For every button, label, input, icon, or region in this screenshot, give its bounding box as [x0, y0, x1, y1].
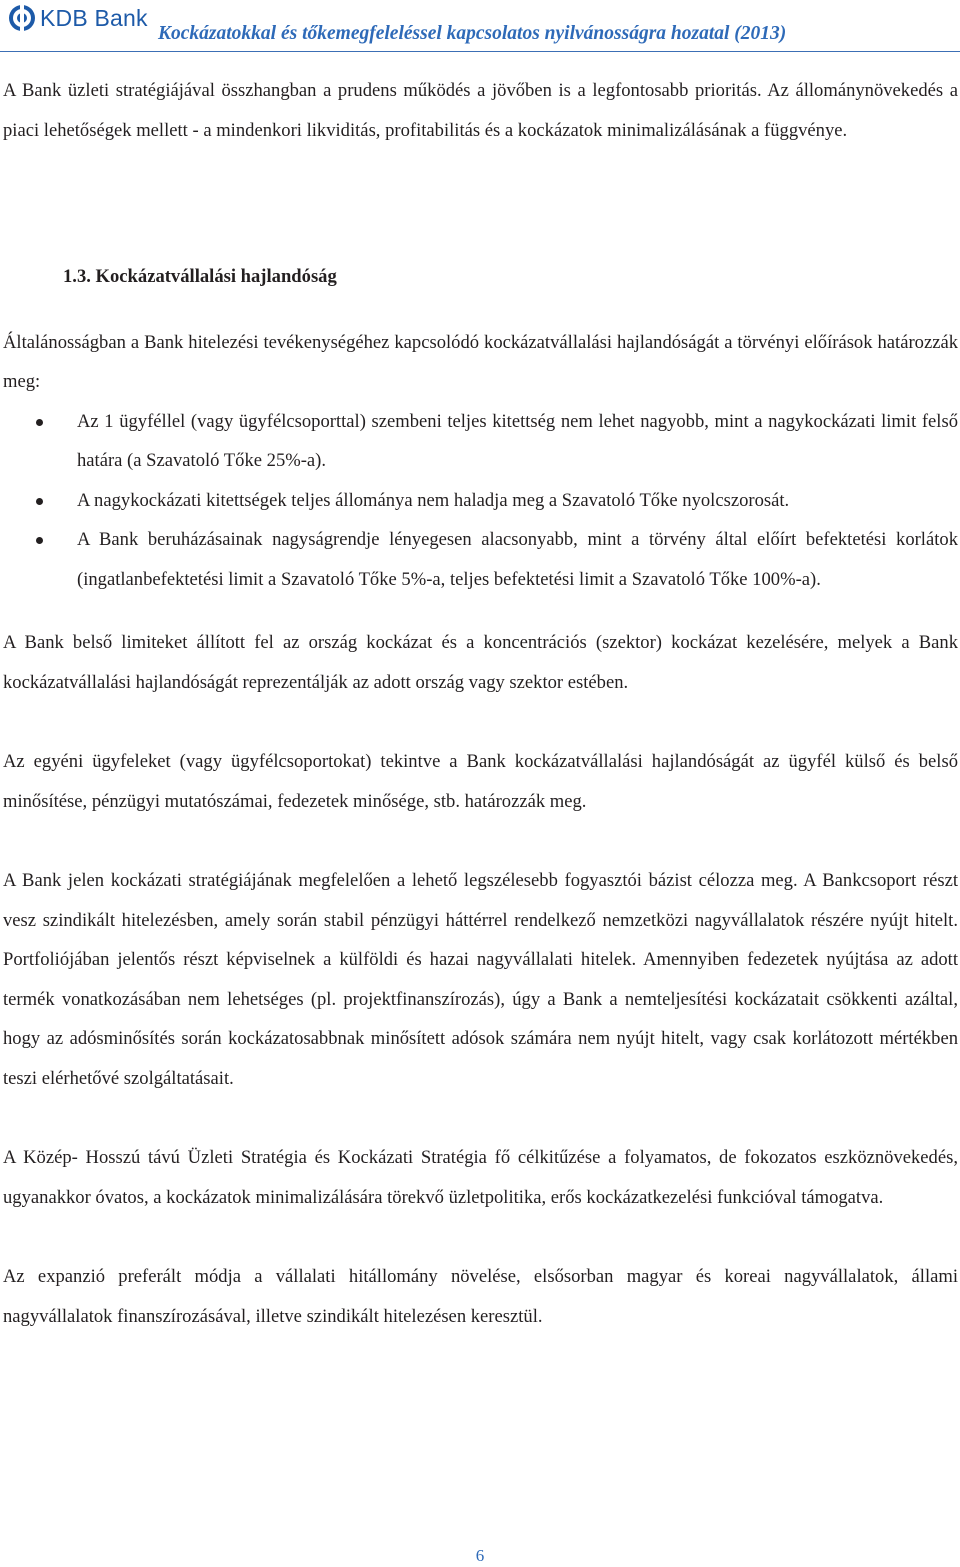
- list-item: [3, 520, 958, 599]
- document-title: Kockázatokkal és tőkemegfeleléssel kapcsolatos nyilvánosságra hozatal (2013): [158, 23, 787, 44]
- kdb-logo: [8, 4, 148, 32]
- bullet-icon: [36, 537, 43, 544]
- list-item-text: A nagykockázati kitettségek teljes állománya nem haladja meg a Szavatoló Tőke nyolcszorosát.: [77, 489, 790, 511]
- paragraph-expansion: Az expanzió preferált módja a vállalati hitállomány növelése, elsősorban magyar és koreai nagyvállalatok, állami nagyvállalatok finanszírozásával, illetve szindikált hitelezésen keresztül.: [3, 1266, 958, 1327]
- page-header: [0, 0, 960, 52]
- paragraph-midterm-strategy: A Közép- Hosszú távú Üzleti Stratégia és Kockázati Stratégia fő célkitűzése a folyamatos, de fokozatos eszköznövekedés, ugyanakkor óvatos, a kockázatok minimalizálására törekvő üzletpolitika, erős kockázatkezelési funkcióval támogatva.: [3, 1147, 958, 1208]
- paragraph-risk-strategy: A Bank jelen kockázati stratégiájának megfelelően a lehető legszélesebb fogyasztói bázist célozza meg. A Bankcsoport részt vesz szindikált hitelezésben, amely során stabil pénzügyi háttérrel rendelkező nemzetközi nagyvállalatok részére nyújt hitelt. Portfoliójában jelentős részt képviselnek a külföldi és hazai nagyvállalati hitelek. Amennyiben fedezetek nyújtása az adott termék vonatkozásában nem lehetséges (pl. projektfinanszírozás), úgy a Bank a nemteljesítési kockázatait csökkenti azáltal, hogy az adósminősítés során kockázatosabbnak minősített adósok számára nem nyújt hitelt, vagy csak korlátozott mértékben teszi elérhetővé szolgáltatásait.: [3, 870, 958, 1089]
- page-number: 6: [475, 1546, 485, 1565]
- bullet-icon: [36, 498, 43, 505]
- list-item-text: A Bank beruházásainak nagyságrendje lényegesen alacsonyabb, mint a törvény által előírt befektetési korlátok (ingatlanbefektetési limit a Szavatoló Tőke 5%-a, teljes befektetési limit a Szavatoló Tőke 100%-a).: [77, 529, 958, 590]
- list-item: [3, 481, 958, 521]
- bullet-list: [3, 402, 958, 600]
- section-heading: 1.3. Kockázatvállalási hajlandóság: [63, 266, 337, 287]
- paragraph-individual-clients: Az egyéni ügyfeleket (vagy ügyfélcsoportokat) tekintve a Bank kockázatvállalási hajlandóságát az ügyfél külső és belső minősítése, pénzügyi mutatószámai, fedezetek minősége, stb. határozzák meg.: [3, 751, 958, 812]
- bullet-icon: [36, 419, 43, 426]
- header-divider: [0, 51, 960, 52]
- list-item: [3, 402, 958, 481]
- paragraph-intro: Általánosságban a Bank hitelezési tevékenységéhez kapcsolódó kockázatvállalási hajlandóságát a törvényi előírások határozzák meg:: [3, 331, 958, 392]
- paragraph-strategy-priority: A Bank üzleti stratégiájával összhangban a prudens működés a jövőben is a legfontosabb prioritás. Az állománynövekedés a piaci lehetőségek mellett - a mindenkori likviditás, profitabilitás és a kockázatok minimalizálásának a függvénye.: [3, 80, 958, 141]
- logo-text: KDB Bank: [40, 4, 148, 31]
- page-content: [3, 71, 958, 1336]
- paragraph-internal-limits: A Bank belső limiteket állított fel az ország kockázat és a koncentrációs (szektor) kockázat kezelésére, melyek a Bank kockázatvállalási hajlandóságát reprezentálják az adott ország vagy szektor estében.: [3, 632, 958, 693]
- kdb-logo-icon: [8, 4, 36, 32]
- list-item-text: Az 1 ügyféllel (vagy ügyfélcsoporttal) szembeni teljes kitettség nem lehet nagyobb, mint a nagykockázati limit felső határa (a Szavatoló Tőke 25%-a).: [77, 410, 958, 471]
